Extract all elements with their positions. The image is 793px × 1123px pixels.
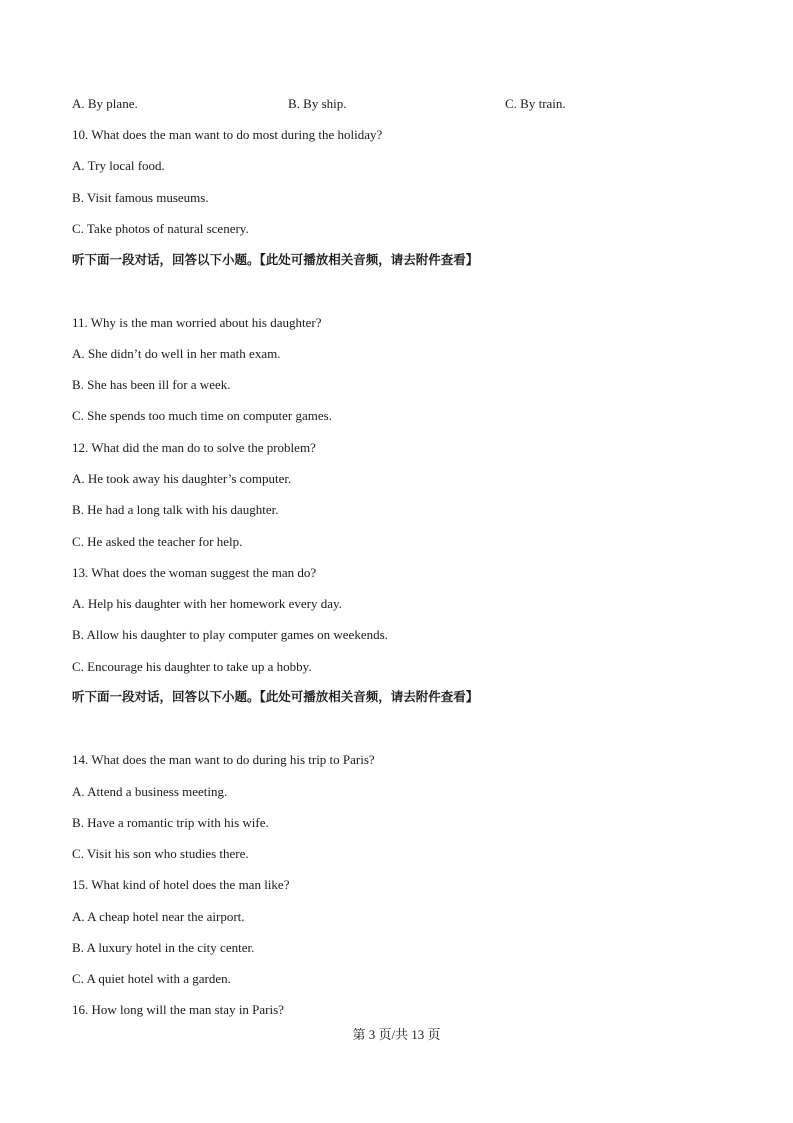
- q9-options-row: [72, 96, 632, 112]
- q12-option-b: B. He had a long talk with his daughter.: [72, 502, 279, 517]
- q13-option-b: B. Allow his daughter to play computer games on weekends.: [72, 627, 388, 642]
- q14-question: 14. What does the man want to do during his trip to Paris?: [72, 752, 375, 767]
- q11-option-c: C. She spends too much time on computer games.: [72, 408, 332, 423]
- q16-question: 16. How long will the man stay in Paris?: [72, 1002, 284, 1017]
- section-instruction-2: 听下面一段对话，回答以下小题。【此处可播放相关音频，请去附件查看】: [72, 689, 479, 704]
- q15-option-a: A. A cheap hotel near the airport.: [72, 909, 245, 924]
- q14-option-a: A. Attend a business meeting.: [72, 784, 228, 799]
- q15-question: 15. What kind of hotel does the man like?: [72, 877, 290, 892]
- q9-option-c: C. By train.: [505, 96, 566, 111]
- q11-option-b: B. She has been ill for a week.: [72, 377, 231, 392]
- q15-option-b: B. A luxury hotel in the city center.: [72, 940, 255, 955]
- q11-question: 11. Why is the man worried about his daughter?: [72, 315, 322, 330]
- q11-option-a: A. She didn’t do well in her math exam.: [72, 346, 281, 361]
- q15-option-c: C. A quiet hotel with a garden.: [72, 971, 231, 986]
- q12-option-a: A. He took away his daughter’s computer.: [72, 471, 292, 486]
- q9-option-a: A. By plane.: [72, 96, 138, 111]
- q10-option-b: B. Visit famous museums.: [72, 190, 209, 205]
- q13-option-c: C. Encourage his daughter to take up a hobby.: [72, 659, 312, 674]
- q14-option-b: B. Have a romantic trip with his wife.: [72, 815, 269, 830]
- q14-option-c: C. Visit his son who studies there.: [72, 846, 249, 861]
- q12-option-c: C. He asked the teacher for help.: [72, 534, 243, 549]
- q10-option-a: A. Try local food.: [72, 158, 165, 173]
- q12-question: 12. What did the man do to solve the problem?: [72, 440, 316, 455]
- q13-option-a: A. Help his daughter with her homework every day.: [72, 596, 342, 611]
- section-instruction-1: 听下面一段对话，回答以下小题。【此处可播放相关音频，请去附件查看】: [72, 252, 479, 267]
- q13-question: 13. What does the woman suggest the man do?: [72, 565, 317, 580]
- page-number-footer: 第 3 页/共 13 页: [352, 1027, 441, 1042]
- q9-option-b: B. By ship.: [288, 96, 347, 111]
- q10-question: 10. What does the man want to do most during the holiday?: [72, 127, 383, 142]
- q10-option-c: C. Take photos of natural scenery.: [72, 221, 249, 236]
